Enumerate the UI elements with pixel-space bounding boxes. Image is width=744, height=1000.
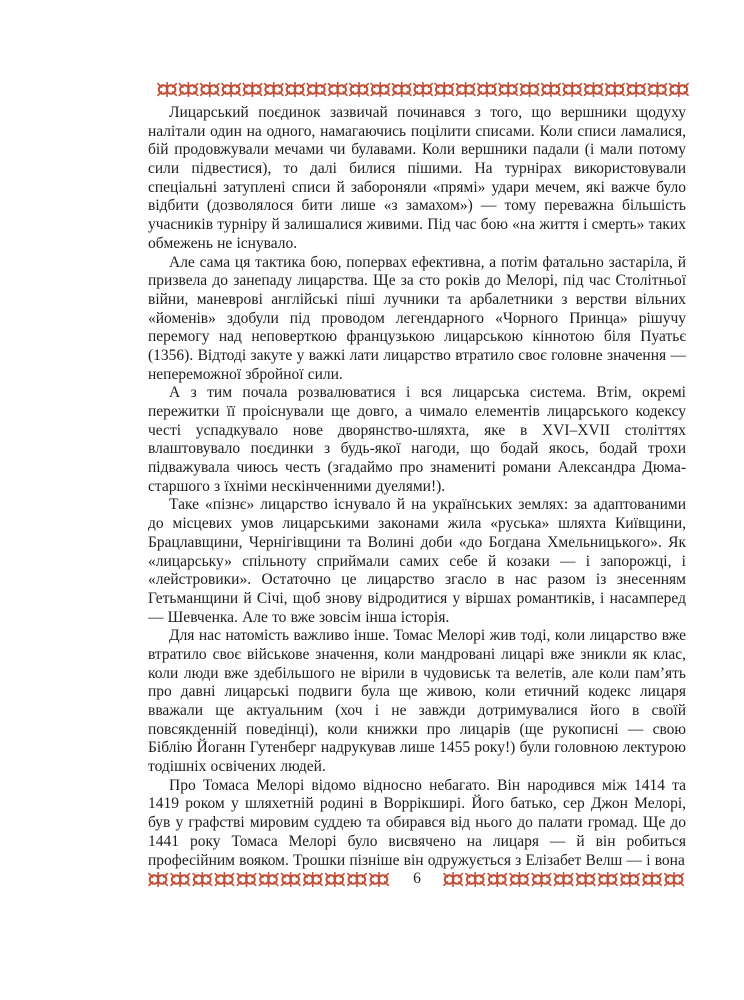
body-paragraph: А з тим почала розвалюватися і вся лицарська система. Втім, окремі пережитки її проіснували ще довго, а чимало елементів лицарського кодексу честі успадкувало нове дворянство-шляхта, яке в XVI–XVII століттях влаштовувало поєдинки з будь-якої нагоди, що бодай якось, бодай трохи підважувала чиюсь честь (згадаймо про знамениті романи Александра Дюма-старшого з їхніми нескінченними дуелями!). bbox=[148, 384, 686, 495]
body-paragraph: Але сама ця тактика бою, попервах ефективна, а потім фатально застаріла, й призвела до занепаду лицарства. Ще за сто років до Мелорі, під час Столітньої війни, маневрові англійські піші лучники та арбалетники з верстви вільних «йоменів» здобули під проводом легендарного «Чорного Принца» рішучу перемогу над неповерткою французькою лицарською кіннотою біля Пуатьє (1356). Відтоді закуте у важкі лати лицарство втратило своє головне значення — непереможної збройної сили. bbox=[148, 253, 686, 383]
body-paragraph: Про Томаса Мелорі відомо відносно небагато. Він народився між 1414 та 1419 роком у шляхетній родині в Воррікширі. Його батько, сер Джон Мелорі, був у графстві мировим суддею та обирався від нього до палати громад. Ще до 1441 року Томаса Мелорі було висвячено на лицаря — й він робиться професійним вояком. Трошки пізніше він одружується з Елізабет Велш — і вона bbox=[148, 776, 686, 869]
page-footer bbox=[148, 869, 686, 889]
top-ornament-border-icon bbox=[157, 82, 690, 97]
page-number: 6 bbox=[413, 870, 421, 887]
body-paragraph: Таке «пізнє» лицарство існувало й на українських землях: за адаптованими до місцевих умов лицарськими законами жила «руська» шляхта Київщини, Брацлавщини, Чернігівщини та Волині доби «до Богдана Хмельницького». Як «лицарську» спільноту сприймали самих себе й козаки — і запорожці, і «лейстровики». Остаточно це лицарство згасло в нас разом із знесенням Гетьманщини й Січі, щоб знову відродитися у віршах романтиків, і насамперед — Шевченка. Але то вже зовсім інша історія. bbox=[148, 496, 686, 626]
footer-left-ornament-border-icon bbox=[148, 872, 391, 887]
body-paragraph: Лицарський поєдинок зазвичай починався з того, що вершники щодуху налітали один на одного, намагаючись поцілити списами. Коли списи ламалися, бій продовжували мечами чи булавами. Коли вершники падали (і мали потому сили підвестися), то далі билися пішими. На турнірах використовували спеціальні затуплені списи й забороняли «прямі» удари мечем, які важче було відбити (дозволялося бити лише «з замахом») — тому переважна більшість учасників турніру й залишалися живими. Під час бою «на життя і смерть» таких обмежень не існувало. bbox=[148, 104, 686, 252]
footer-right-ornament-border-icon bbox=[443, 872, 686, 887]
body-paragraph: Для нас натомість важливо інше. Томас Мелорі жив тоді, коли лицарство вже втратило своє військове значення, коли мандровані лицарі вже зникли як клас, коли люди вже здебільшого не вірили в чудовиськ та велетів, але коли пам’ять про давні лицарські подвиги була ще живою, коли етичний кодекс лицаря вважали ще актуальним (хоч і не завжди дотримувалися його в своїй повсякденній поведінці), коли книжки про лицарів (ще рукописні — свою Біблію Йоганн Гутенберг надрукував лише 1455 року!) були головною лектурою тодішніх освічених людей. bbox=[148, 627, 686, 776]
page-text-block bbox=[148, 104, 686, 870]
